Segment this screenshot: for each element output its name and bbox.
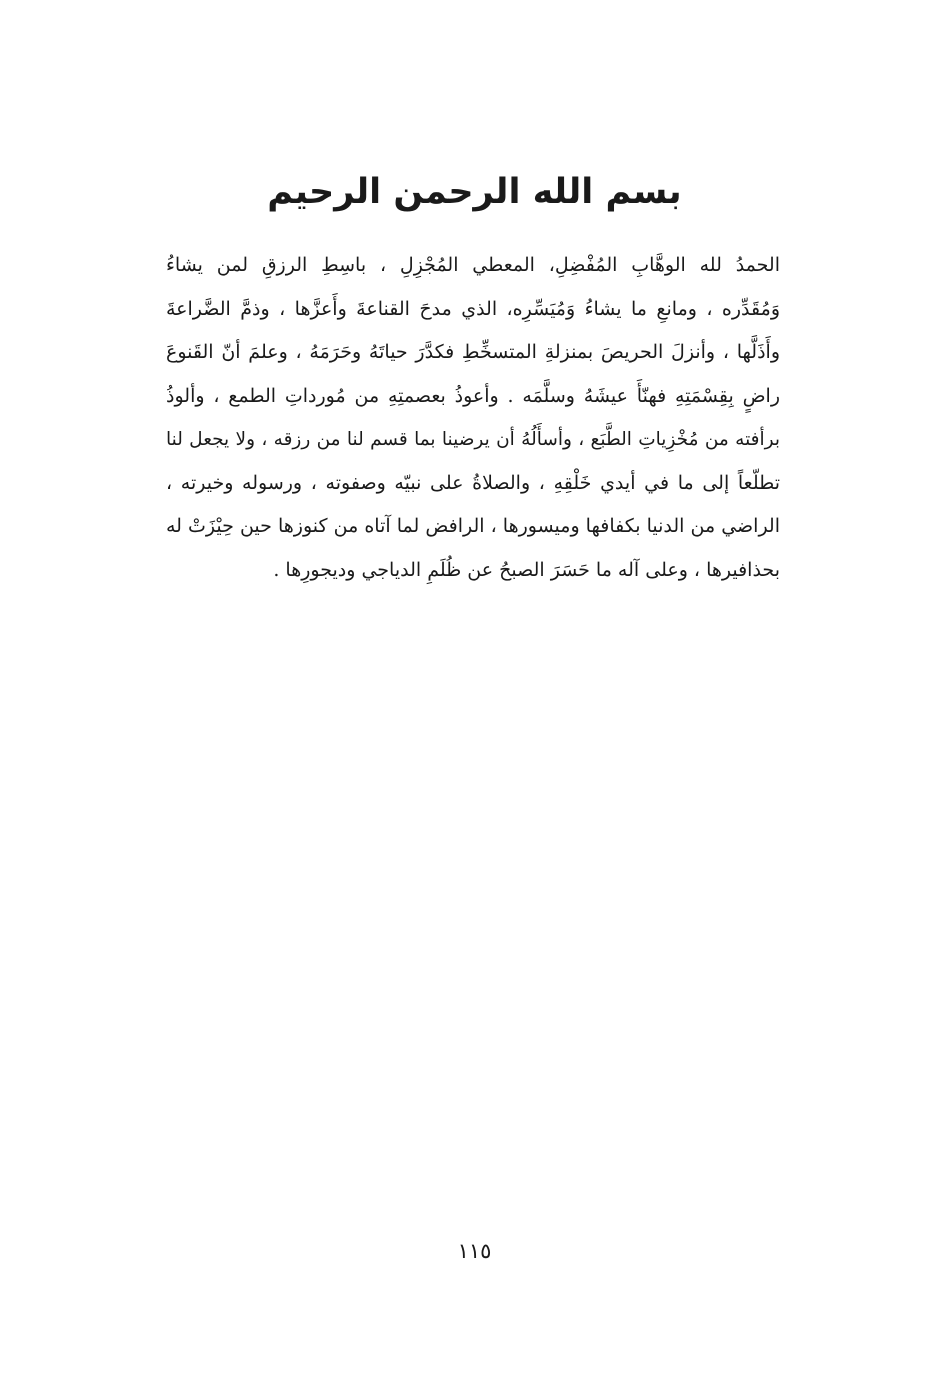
- page-number: ١١٥: [457, 1239, 492, 1263]
- paragraph-line: وَمُقَدِّره ، ومانعِ ما يشاءُ وَمُيَسِّرِه، الذي مدحَ القناعةَ وأَعزَّها ، وذمَّ الضَّراعةَ: [166, 297, 780, 320]
- paragraph-line: بحذافيرها ، وعلى آله ما حَسَرَ الصبحُ عن ظُلَمِ الدياجي وديجورِها .: [273, 558, 780, 581]
- paragraph-line: برأفته من مُخْزِياتِ الطَّبَع ، وأسأَلُهُ أن يرضينا بما قسم لنا من رزقه ، ولا يجعل لنا: [166, 429, 780, 450]
- paragraph-line: الحمدُ لله الوهَّابِ المُفْضِلِ، المعطي المُجْزِلِ ، باسِطِ الرزقِ لمن يشاءُ: [166, 254, 780, 276]
- basmala-heading: بسم الله الرحمن الرحيم: [267, 172, 682, 212]
- paragraph-line: الراضي من الدنيا بكفافها وميسورها ، الرافض لما آتاه من كنوزها حين حِيْزَتْ له: [166, 515, 780, 537]
- paragraph-line: وأَذَلَّها ، وأنزلَ الحريصَ بمنزلةِ المتسخِّطِ فكدَّرَ حياتَهُ وحَرَمَهُ ، وعلمَ أنّ القَنوعَ: [166, 341, 780, 363]
- paragraph-line: راضٍ بِقِسْمَتِهِ فهنّأَ عيشَهُ وسلَّمَه . وأعوذُ بعصمتِهِ من مُورداتِ الطمع ، وألوذُ: [166, 384, 780, 407]
- paragraph-line: تطلّعاً إلى ما في أيدي خَلْقِهِ ، والصلاةُ على نبيّه وصفوته ، ورسوله وخيرته ،: [166, 471, 780, 494]
- paragraph: [166, 244, 780, 592]
